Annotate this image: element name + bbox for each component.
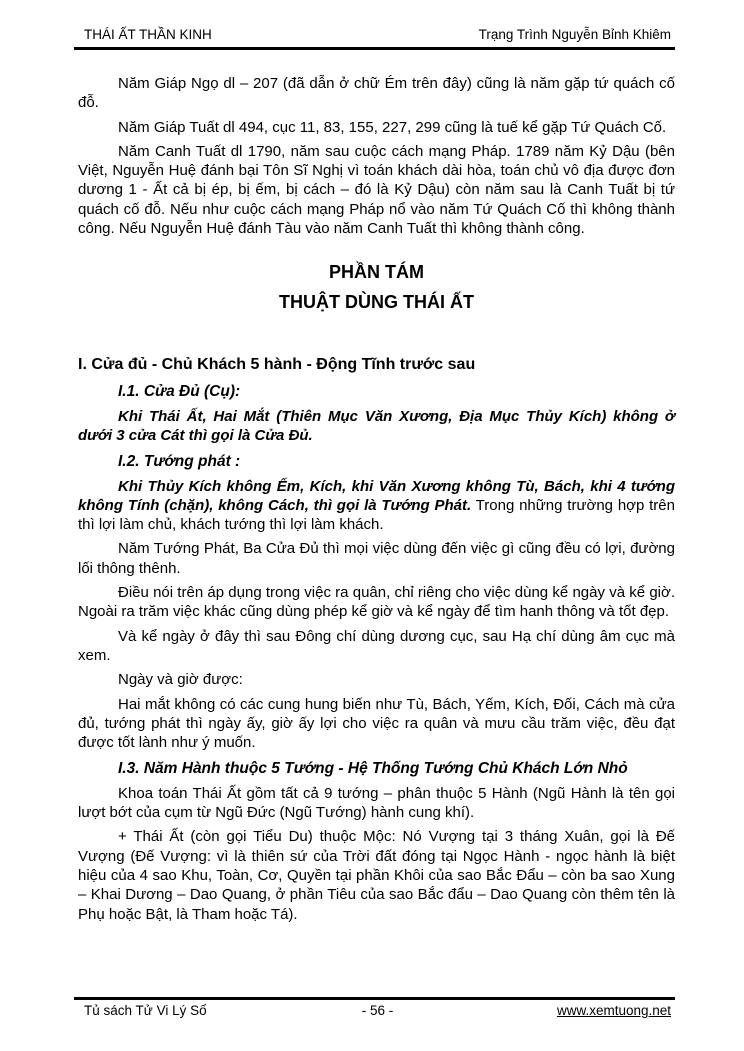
subsection-1-3-heading: I.3. Năm Hành thuộc 5 Tướng - Hệ Thống Tướng Chủ Khách Lớn Nhỏ	[118, 760, 628, 778]
page-header-row	[74, 0, 675, 50]
paragraph-giap-tuat: Năm Giáp Tuất dl 494, cục 11, 83, 155, 227, 299 cũng là tuế kể gặp Tứ Quách Cố.	[118, 118, 667, 136]
paragraph-nam-tuong-phat: Năm Tướng Phát, Ba Cửa Đủ thì mọi việc dùng đến việc gì cũng đều có lợi, đường lối thông thênh.	[78, 540, 675, 577]
part-heading-line1: PHẦN TÁM	[329, 262, 424, 283]
page-content	[78, 69, 675, 929]
paragraph-tuong-phat-definition	[78, 477, 675, 535]
paragraph-ngay-va-gio: Ngày và giờ được:	[118, 671, 243, 689]
paragraph-thai-at-moc: + Thái Ất (còn gọi Tiểu Du) thuộc Mộc: Nó Vượng tại 3 tháng Xuân, gọi là Đế Vượng (Đế Vượng: vì là thiên sứ của Trời đất đóng tại Ngọc Hành - ngọc hành là biệt hiệu của 4 sao Khu, Toàn, Cơ, Quyền tại phần Khôi của sao Bắc Đẩu – còn ba sao Xung – Khai Dương – Dao Quang, ở phần Tiêu của sao Bắc đẩu – Dao Quang còn thêm tên là Phụ hoặc Bật, là Tham hoặc Tá).	[78, 828, 675, 923]
paragraph-giap-ngo: Năm Giáp Ngọ dl – 207 (đã dẫn ở chữ Ém trên đây) cũng là năm gặp tứ quách cố đỗ.	[78, 75, 675, 112]
tuong-phat-normal-text: Trong những trường hợp trên thì lợi làm chủ, khách tướng thì lợi làm khách.	[78, 496, 675, 534]
paragraph-cua-du-definition: Khi Thái Ất, Hai Mắt (Thiên Mục Văn Xương, Địa Mục Thủy Kích) không ở dưới 3 cửa Cát thì gọi là Cửa Đủ.	[78, 407, 675, 444]
book-title: THÁI ẤT THẦN KINH	[84, 27, 212, 42]
book-author: Trạng Trình Nguyễn Bỉnh Khiêm	[478, 27, 671, 42]
subsection-1-1-heading: I.1. Cửa Đủ (Cụ):	[118, 383, 241, 401]
paragraph-hai-mat: Hai mắt không có các cung hung biến như Tù, Bách, Yếm, Kích, Đối, Cách mà cửa đủ, tướng phát thì ngày ấy, giờ ấy lợi cho việc ra quân và mưu cầu trăm việc, đều đạt được tốt lành như ý muốn.	[78, 695, 675, 752]
paragraph-dieu-noi-tren: Điều nói trên áp dụng trong việc ra quân, chỉ riêng cho việc dùng kể ngày và kể giờ. Ngoài ra trăm việc khác cũng dùng phép kể giờ và kể ngày để tìm hanh thông và tốt đẹp.	[78, 584, 675, 621]
page-footer	[74, 997, 675, 1018]
paragraph-va-ke-ngay: Và kể ngày ở đây thì sau Đông chí dùng dương cục, sau Hạ chí dùng âm cục mà xem.	[78, 627, 675, 664]
part-heading-line2: THUẬT DÙNG THÁI ẤT	[279, 292, 474, 313]
footer-series-title: Tủ sách Tử Vi Lý Số	[84, 1003, 207, 1018]
paragraph-canh-tuat: Năm Canh Tuất dl 1790, năm sau cuộc cách mạng Pháp. 1789 năm Kỷ Dậu (bên Việt, Nguyễn Huệ đánh bại Tôn Sĩ Nghị vì toán khách dài hòa, toán chủ vô địa được đơn dương 1 - Ất cả bị ép, bị ếm, bị cách – đó là Kỷ Dậu) còn năm sau là Canh Tuất bị tứ quách cố đỗ. Nếu như cuộc cách mạng Pháp nổ vào năm Tứ Quách Cố thì không thành công. Nếu Nguyễn Huệ đánh Tàu vào năm Canh Tuất thì không thành công.	[78, 142, 675, 238]
tuong-phat-bold-text: Khi Thủy Kích không Ếm, Kích, khi Văn Xương không Tù, Bách, khi 4 tướng không Tính (chặn), không Cách, thì gọi là Tướng Phát.	[78, 477, 675, 514]
paragraph-khoa-toan: Khoa toán Thái Ất gồm tất cả 9 tướng – phân thuộc 5 Hành (Ngũ Hành là tên gọi lượt bớt của cụm từ Ngũ Đức (Ngũ Tướng) hành cung khí).	[78, 784, 675, 822]
part-heading	[78, 257, 675, 317]
subsection-1-2-heading: I.2. Tướng phát :	[118, 453, 241, 471]
section-1-heading: I. Cửa đủ - Chủ Khách 5 hành - Động Tĩnh trước sau	[78, 356, 476, 374]
page-header	[74, 0, 675, 50]
footer-website-link[interactable]: www.xemtuong.net	[556, 1003, 672, 1018]
footer-page-number: - 56 -	[361, 1003, 394, 1018]
